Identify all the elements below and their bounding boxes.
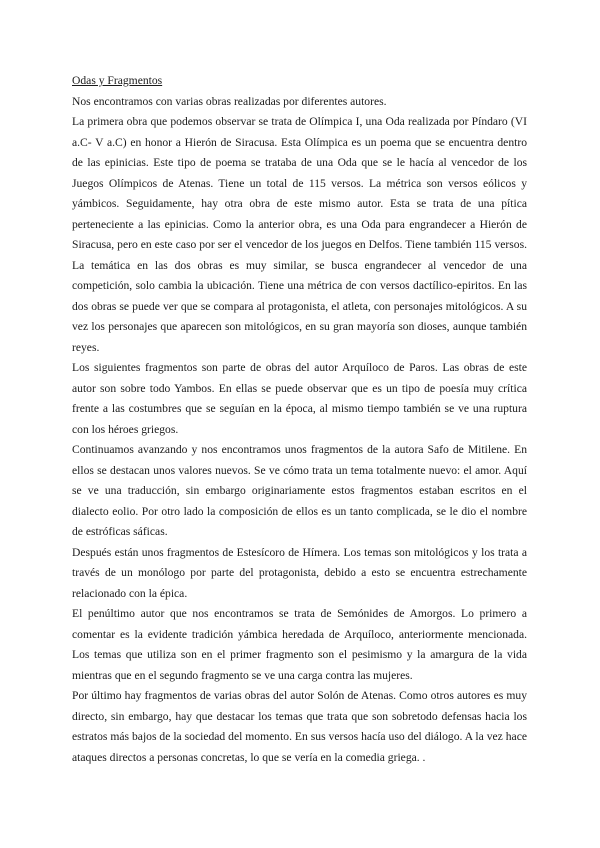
- paragraph-solon: Por último hay fragmentos de varias obras del autor Solón de Atenas. Como otros autores es muy directo, sin embargo, hay que destacar los temas que trata que son sobretodo defensas hacia los estratos más bajos de la sociedad del momento. En sus versos hacía uso del diálogo. A la vez hace ataques directos a personas concretas, lo que se vería en la comedia griega. .: [72, 689, 527, 764]
- paragraph-semonides: El penúltimo autor que nos encontramos se trata de Semónides de Amorgos. Lo primero a comentar es la evidente tradición yámbica heredada de Arquíloco, anteriormente mencionada. Los temas que utiliza son en el primer fragmento son el pesimismo y la amargura de la vida mientras que en el segundo fragmento se ve una carga contra las mujeres.: [72, 607, 527, 682]
- paragraph-pindaro: La primera obra que podemos observar se trata de Olímpica I, una Oda realizada por Píndaro (VI a.C- V a.C) en honor a Hierón de Siracusa. Esta Olímpica es un poema que se encuentra dentro de las epinicias. Este tipo de poema se trataba de una Oda que se le hacía al vencedor de los Juegos Olímpicos de Atenas. Tiene un total de 115 versos. La métrica son versos eólicos y yámbicos. Seguidamente, hay otra obra de este mismo autor. Esta se trata de una pítica perteneciente a las epinicias. Como la anterior obra, es una Oda para engrandecer a Hierón de Siracusa, pero en este caso por ser el vencedor de los juegos en Delfos. Tiene también 115 versos. La temática en las dos obras es muy similar, se busca engrandecer al vencedor de una competición, solo cambia la ubicación. Tiene una métrica de con versos dactílico-epiritos. En las dos obras se puede ver que se compara al protagonista, el atleta, con personajes mitológicos. A su vez los personajes que aparecen son mitológicos, en su gran mayoría son dioses, aunque también reyes.: [72, 115, 527, 354]
- paragraph-safo: Continuamos avanzando y nos encontramos unos fragmentos de la autora Safo de Mitilene. En ellos se destacan unos valores nuevos. Se ve cómo trata un tema totalmente nuevo: el amor. Aquí se ve una traducción, sin embargo originariamente estos fragmentos estaban escritos en el dialecto eolio. Por otro lado la composición de ellos es un tanto complicada, se le dio el nombre de estróficas sáficas.: [72, 443, 527, 538]
- document-title: Odas y Fragmentos: [72, 74, 163, 87]
- paragraph-estesicoro: Después están unos fragmentos de Estesícoro de Hímera. Los temas son mitológicos y los trata a través de un monólogo por parte del protagonista, debido a esto se encuentra estrechamente relacionado con la épica.: [72, 545, 527, 600]
- paragraph-arquiloco: Los siguientes fragmentos son parte de obras del autor Arquíloco de Paros. Las obras de este autor son sobre todo Yambos. En ellas se puede observar que es un tipo de poesía muy crítica frente a las costumbres que se seguían en la época, al mismo tiempo también se ve una ruptura con los héroes griegos.: [72, 361, 527, 436]
- document-body: [72, 71, 527, 768]
- paragraph-intro: Nos encontramos con varias obras realizadas por diferentes autores.: [72, 94, 387, 108]
